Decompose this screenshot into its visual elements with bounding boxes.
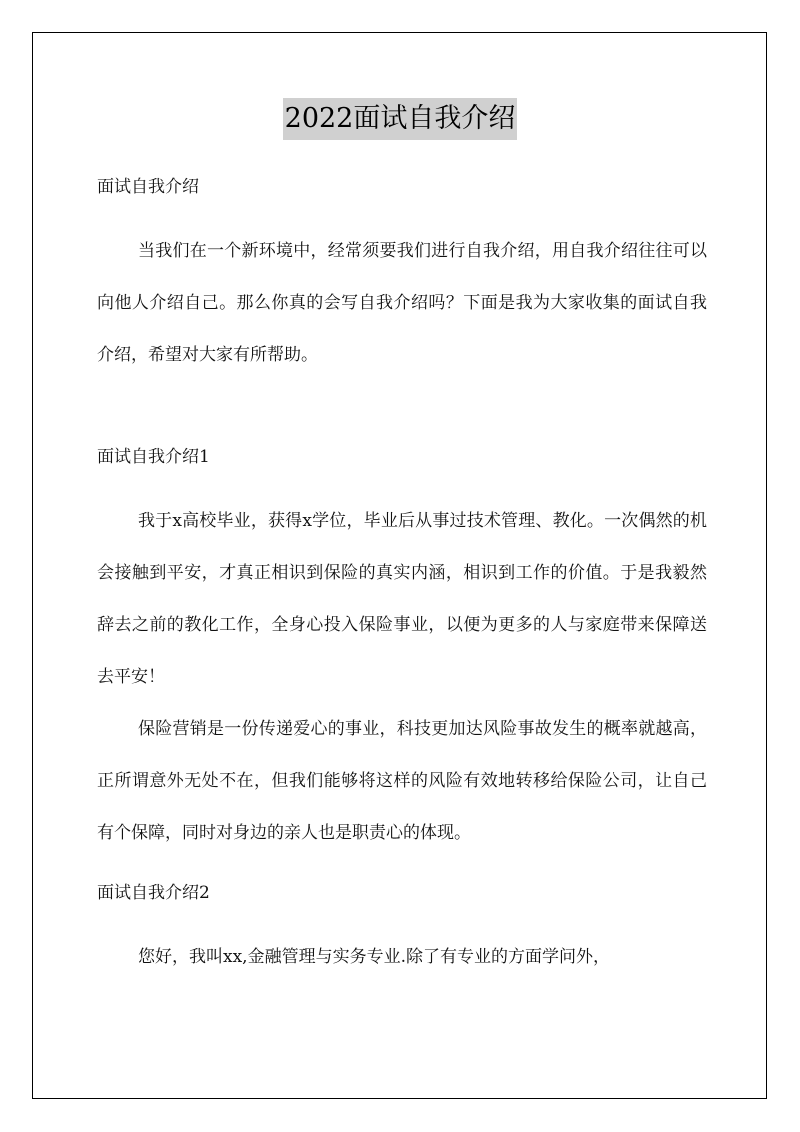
section-heading: 面试自我介绍2 — [97, 883, 210, 903]
section-heading: 面试自我介绍1 — [97, 447, 210, 467]
spacer — [97, 859, 707, 875]
section-intro — [97, 169, 707, 381]
spacer — [97, 475, 707, 495]
spacer — [97, 381, 707, 439]
title-container — [0, 98, 800, 140]
paragraph: 保险营销是一份传递爱心的事业，科技更加达风险事故发生的概率就越高，正所谓意外无处不在，但我们能够将这样的风险有效地转移给保险公司，让自己有个保障，同时对身边的亲人也是职责心的体现。 — [97, 719, 707, 843]
paragraph: 您好，我叫xx,金融管理与实务专业.除了有专业的方面学问外， — [138, 947, 610, 967]
section-intro-2 — [97, 875, 707, 983]
section-intro-1 — [97, 439, 707, 859]
paragraph: 当我们在一个新环境中，经常须要我们进行自我介绍，用自我介绍往往可以向他人介绍自己。那么你真的会写自我介绍吗？下面是我为大家收集的面试自我介绍，希望对大家有所帮助。 — [97, 241, 707, 365]
document-body — [97, 169, 707, 983]
section-heading: 面试自我介绍 — [97, 177, 199, 197]
spacer — [97, 205, 707, 225]
spacer — [97, 911, 707, 931]
paragraph: 我于x高校毕业，获得x学位，毕业后从事过技术管理、教化。一次偶然的机会接触到平安，才真正相识到保险的真实内涵，相识到工作的价值。于是我毅然辞去之前的教化工作，全身心投入保险事业，以便为更多的人与家庭带来保障送去平安！ — [97, 511, 707, 687]
document-title: 2022面试自我介绍 — [283, 98, 518, 140]
